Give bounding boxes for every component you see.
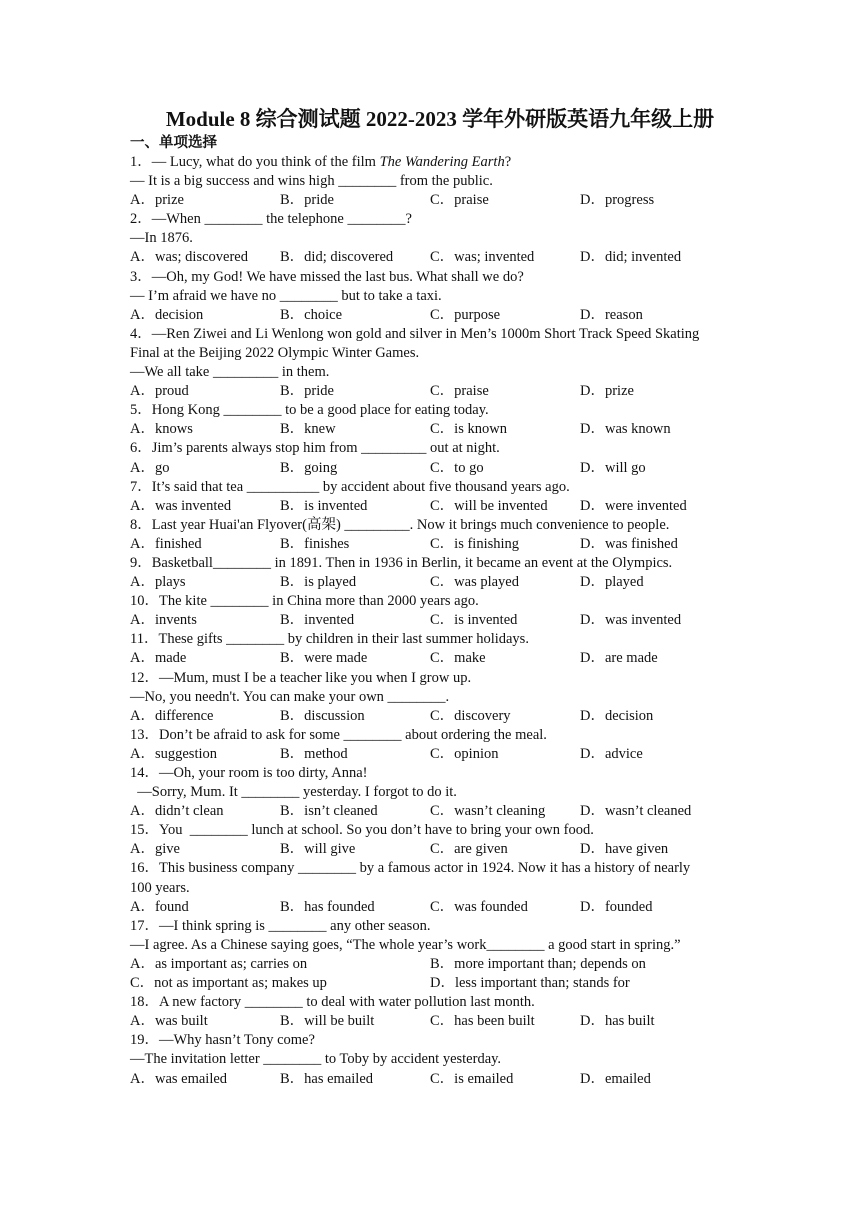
question-line: — I’m afraid we have no ________ but to take a taxi.	[130, 287, 442, 304]
question-line: 11．These gifts ________ by children in their last summer holidays.	[130, 631, 529, 648]
question-block	[130, 516, 740, 554]
answer-option: B．isn’t cleaned	[280, 803, 378, 820]
question-block	[130, 630, 740, 668]
option-row	[130, 898, 740, 917]
answer-option: C．make	[430, 650, 486, 667]
question-block	[130, 821, 740, 859]
answer-option: A．was emailed	[130, 1070, 228, 1087]
option-row	[130, 497, 740, 516]
answer-option: A．made	[130, 650, 187, 667]
question-block	[130, 669, 740, 726]
option-row	[130, 459, 740, 478]
question-line: 16．This business company ________ by a famous actor in 1924. Now it has a history of nearly	[130, 860, 691, 877]
option-row	[130, 955, 740, 993]
answer-option: D．founded	[580, 898, 653, 915]
answer-option: B．did; discovered	[280, 249, 394, 266]
answer-option: B．will give	[280, 841, 356, 858]
question-line: 3．—Oh, my God! We have missed the last bus. What shall we do?	[130, 268, 524, 285]
answer-option: A．plays	[130, 574, 186, 591]
answer-option: C．opinion	[430, 745, 499, 762]
question-line: —Sorry, Mum. It ________ yesterday. I forgot to do it.	[130, 784, 457, 801]
answer-option: C．is emailed	[430, 1070, 514, 1087]
answer-option: A．decision	[130, 306, 204, 323]
question-line: 2．—When ________ the telephone ________?	[130, 211, 412, 228]
answer-option: D．are made	[580, 650, 658, 667]
answer-option: D．decision	[580, 707, 654, 724]
question-line: 9．Basketball________ in 1891. Then in 1936 in Berlin, it became an event at the Olympics.	[130, 554, 673, 571]
option-row	[130, 649, 740, 668]
answer-option: D．played	[580, 574, 644, 591]
answer-option: A．suggestion	[130, 745, 217, 762]
answer-option: C．discovery	[430, 707, 511, 724]
question-line: 14．—Oh, your room is too dirty, Anna!	[130, 765, 368, 781]
question-block	[130, 268, 740, 325]
option-row	[130, 306, 740, 325]
question-line: 1．— Lucy, what do you think of the film The Wandering Earth?	[130, 154, 512, 170]
answer-option: A．was built	[130, 1013, 208, 1030]
answer-option: D．was invented	[580, 612, 682, 629]
answer-option: D．advice	[580, 745, 643, 762]
question-line: 100 years.	[130, 879, 190, 896]
option-row	[130, 535, 740, 554]
answer-option: D．reason	[580, 306, 643, 323]
option-row	[130, 248, 740, 267]
question-list	[130, 153, 740, 1089]
answer-option: A．invents	[130, 612, 197, 629]
question-line: —We all take _________ in them.	[130, 364, 330, 381]
answer-option: C．not as important as; makes up	[130, 975, 327, 992]
answer-option: C．has been built	[430, 1013, 535, 1030]
question-block	[130, 439, 740, 477]
answer-option: D．has built	[580, 1013, 655, 1030]
answer-option: D．will go	[580, 459, 646, 476]
answer-option: A．was invented	[130, 497, 232, 514]
question-block	[130, 726, 740, 764]
option-row	[130, 1012, 740, 1031]
question-line: —No, you needn't. You can make your own ________.	[130, 688, 450, 705]
document-title: Module 8 综合测试题 2022-2023 学年外研版英语九年级上册	[165, 107, 715, 131]
question-block	[130, 210, 740, 267]
option-row	[130, 611, 740, 630]
answer-option: B．has emailed	[280, 1070, 374, 1087]
answer-option: D．did; invented	[580, 249, 682, 266]
answer-option: D．was known	[580, 421, 671, 438]
question-line: —The invitation letter ________ to Toby by accident yesterday.	[130, 1051, 502, 1068]
answer-option: D．progress	[580, 192, 655, 209]
question-block	[130, 592, 740, 630]
option-row	[130, 191, 740, 210]
option-row	[130, 573, 740, 592]
question-line: 7．It’s said that tea __________ by accident about five thousand years ago.	[130, 478, 570, 495]
question-block	[130, 1031, 740, 1088]
answer-option: B．finishes	[280, 535, 350, 552]
answer-option: C．was played	[430, 574, 519, 591]
answer-option: D．emailed	[580, 1070, 651, 1087]
answer-option: B．invented	[280, 612, 355, 629]
answer-option: B．discussion	[280, 707, 365, 724]
answer-option: C．will be invented	[430, 497, 548, 514]
answer-option: A．give	[130, 841, 180, 858]
answer-option: C．purpose	[430, 306, 501, 323]
answer-option: A．finished	[130, 535, 202, 552]
question-line: 8．Last year Huai'an Flyover(高架) _________. Now it brings much convenience to people.	[130, 516, 670, 533]
answer-option: B．is played	[280, 574, 357, 591]
answer-option: B．knew	[280, 421, 336, 438]
answer-option: A．found	[130, 898, 189, 915]
question-line: 18．A new factory ________ to deal with water pollution last month.	[130, 994, 535, 1011]
answer-option: B．more important than; depends on	[430, 955, 646, 972]
answer-option: B．pride	[280, 192, 334, 209]
answer-option: C．wasn’t cleaning	[430, 803, 546, 820]
answer-option: A．was; discovered	[130, 249, 248, 266]
question-block	[130, 859, 740, 916]
document-page	[130, 104, 740, 1089]
answer-option: C．are given	[430, 841, 508, 858]
question-line: 19．—Why hasn’t Tony come?	[130, 1032, 315, 1049]
question-line: 5．Hong Kong ________ to be a good place for eating today.	[130, 402, 489, 419]
answer-option: B．method	[280, 745, 348, 762]
question-block	[130, 401, 740, 439]
answer-option: B．will be built	[280, 1013, 375, 1030]
answer-option: B．pride	[280, 383, 334, 400]
option-row	[130, 802, 740, 821]
question-block	[130, 325, 740, 401]
answer-option: C．was; invented	[430, 249, 535, 266]
answer-option: A．prize	[130, 192, 184, 209]
answer-option: A．difference	[130, 707, 214, 724]
question-line: 15．You ________ lunch at school. So you don’t have to bring your own food.	[130, 822, 594, 839]
question-line: Final at the Beijing 2022 Olympic Winter Games.	[130, 344, 420, 361]
answer-option: B．choice	[280, 306, 343, 323]
option-row	[130, 382, 740, 401]
answer-option: C．praise	[430, 192, 489, 209]
option-row	[130, 420, 740, 439]
answer-option: D．were invented	[580, 497, 687, 514]
answer-option: C．to go	[430, 459, 484, 476]
answer-option: A．go	[130, 459, 170, 476]
question-line: 10．The kite ________ in China more than 2000 years ago.	[130, 593, 479, 610]
question-line: 13．Don’t be afraid to ask for some ________ about ordering the meal.	[130, 726, 547, 743]
answer-option: C．is invented	[430, 612, 518, 629]
answer-option: A．proud	[130, 383, 189, 400]
answer-option: D．prize	[580, 383, 634, 400]
question-line: 4．—Ren Ziwei and Li Wenlong won gold and silver in Men’s 1000m Short Track Speed Skating	[130, 325, 700, 342]
answer-option: B．were made	[280, 650, 368, 667]
option-row	[130, 840, 740, 859]
question-line: —I agree. As a Chinese saying goes, “The whole year’s work________ a good start in spring.”	[130, 936, 681, 953]
answer-option: D．wasn’t cleaned	[580, 803, 692, 820]
answer-option: A．didn’t clean	[130, 803, 224, 820]
question-block	[130, 993, 740, 1031]
answer-option: A．as important as; carries on	[130, 955, 308, 972]
answer-option: B．is invented	[280, 497, 368, 514]
option-row	[130, 1070, 740, 1089]
question-block	[130, 478, 740, 516]
answer-option: B．has founded	[280, 898, 375, 915]
question-block	[130, 554, 740, 592]
question-line: —In 1876.	[130, 230, 193, 247]
option-row	[130, 707, 740, 726]
question-line: 17．—I think spring is ________ any other season.	[130, 917, 431, 934]
question-line: — It is a big success and wins high ________ from the public.	[130, 173, 493, 190]
question-block	[130, 917, 740, 993]
answer-option: D．was finished	[580, 535, 678, 552]
film-title: The Wandering Earth	[379, 154, 505, 170]
answer-option: C．is finishing	[430, 535, 520, 552]
answer-option: B．going	[280, 459, 338, 476]
answer-option: D．have given	[580, 841, 669, 858]
question-block	[130, 764, 740, 821]
answer-option: D．less important than; stands for	[430, 975, 630, 992]
question-line: 12．—Mum, must I be a teacher like you when I grow up.	[130, 669, 472, 686]
answer-option: C．praise	[430, 383, 489, 400]
answer-option: A．knows	[130, 421, 193, 438]
question-line: 6．Jim’s parents always stop him from _________ out at night.	[130, 440, 500, 457]
option-row	[130, 745, 740, 764]
section-heading: 一、单项选择	[130, 135, 217, 151]
answer-option: C．is known	[430, 421, 507, 438]
question-block	[130, 153, 740, 210]
answer-option: C．was founded	[430, 898, 528, 915]
